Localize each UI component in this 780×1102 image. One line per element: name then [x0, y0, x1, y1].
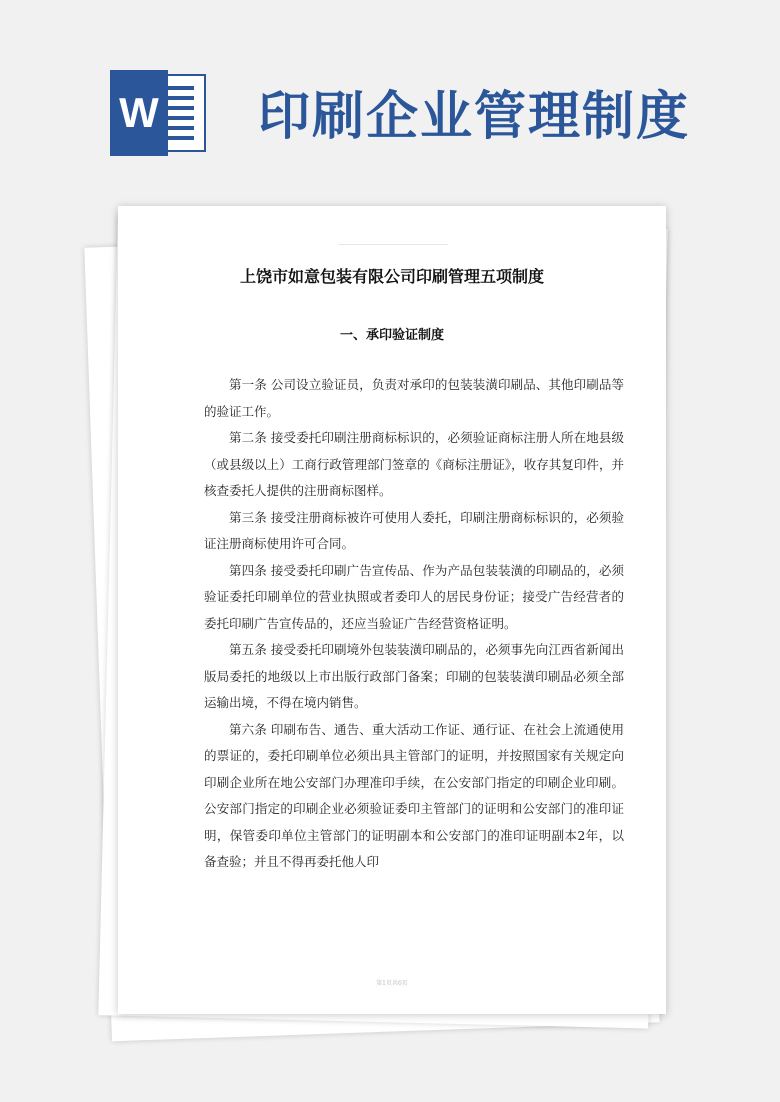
paragraph: 第六条 印刷布告、通告、重大活动工作证、通行证、在社会上流通使用的票证的，委托印刷单位必须出具主管部门的证明，并按照国家有关规定向印刷企业所在地公安部门办理准印手续，在公安部门指定的印刷企业印刷。公安部门指定的印刷企业必须验证委印主管部门的证明和公安部门的准印证明，保管委印单位主管部门的证明副本和公安部门的准印证明副本2年，以备查验；并且不得再委托他人印	[204, 721, 624, 869]
document-page	[118, 206, 666, 1014]
paragraph: 第五条 接受委托印刷境外包装装潢印刷品的，必须事先向江西省新闻出版局委托的地级以上市出版行政部门备案；印刷的包装装潢印刷品必须全部运输出境，不得在境内销售。	[204, 642, 624, 710]
word-icon-letter: W	[110, 70, 168, 156]
paragraph: 第一条 公司设立验证员，负责对承印的包装装潢印刷品、其他印刷品等的验证工作。	[204, 377, 624, 419]
word-document-icon	[110, 70, 206, 156]
banner	[0, 0, 780, 200]
paragraph: 第三条 接受注册商标被许可使用人委托，印刷注册商标标识的，必须验证注册商标使用许可合同。	[204, 509, 624, 551]
banner-title: 印刷企业管理制度	[258, 87, 691, 147]
paragraph: 第四条 接受委托印刷广告宣传品、作为产品包装装潢的印刷品的，必须验证委托印刷单位的营业执照或者委印人的居民身份证；接受广告经营者的委托印刷广告宣传品的，还应当验证广告经营资格证明。	[204, 562, 624, 631]
document-body	[204, 372, 624, 876]
header-rule	[338, 244, 448, 245]
document-title: 上饶市如意包装有限公司印刷管理五项制度	[239, 267, 544, 286]
section-title: 一、承印验证制度	[339, 328, 444, 343]
page-number: 第1页共6页	[376, 980, 408, 987]
paragraph: 第二条 接受委托印刷注册商标标识的，必须验证商标注册人所在地县级（或县级以上）工商行政管理部门签章的《商标注册证》，收存其复印件，并核查委托人提供的注册商标图样。	[204, 430, 624, 498]
